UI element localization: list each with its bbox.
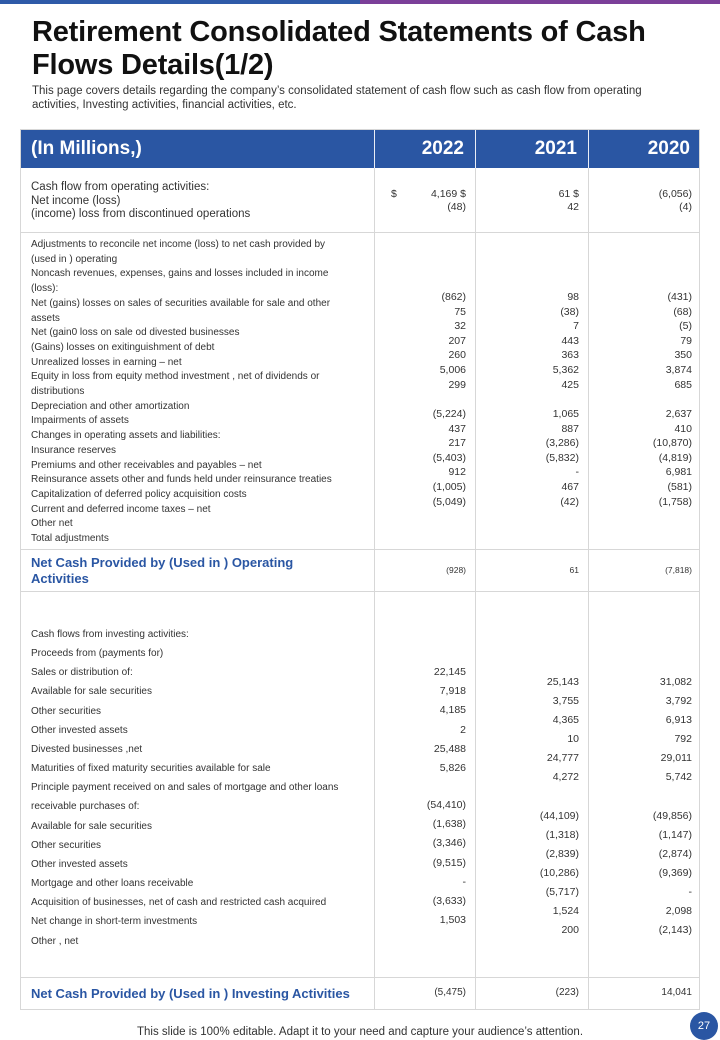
- net-operating-2020: (7,818): [665, 565, 692, 575]
- row-label: Proceeds from (payments for): [31, 648, 164, 660]
- value-cell: (5,832): [545, 451, 579, 464]
- row-label: Divested businesses ,net: [31, 743, 143, 755]
- value-cell: 5,742: [665, 771, 692, 783]
- value-cell: 25,143: [546, 676, 579, 688]
- row-label: Net (gain0 loss on sale od divested businesses: [31, 327, 240, 339]
- row-label: Cash flows from investing activities:: [31, 629, 189, 640]
- value-cell: (4,819): [658, 451, 692, 464]
- value-cell: 98: [567, 291, 579, 303]
- value-cell: 2,637: [665, 408, 692, 420]
- value-cell: (49,856): [652, 810, 692, 822]
- value-cell: (38): [560, 305, 579, 318]
- row-label: (Gains) losses on exitinguishment of debt: [31, 341, 215, 353]
- row-label: Other securities: [31, 705, 102, 717]
- value-cell: 217: [448, 437, 466, 450]
- row-divider: [21, 977, 699, 978]
- value-cell: 3,755: [552, 695, 579, 707]
- value-cell: 6,913: [665, 714, 692, 726]
- value-cell: 7,918: [439, 685, 466, 698]
- value-cell: 75: [454, 305, 466, 318]
- row-label: assets: [31, 312, 60, 324]
- value-cell: 3,874: [665, 363, 692, 376]
- value-cell: (2,839): [545, 848, 579, 860]
- value-cell: 4,185: [439, 704, 466, 717]
- row-label: Adjustments to reconcile net income (loss) to net cash provided by: [31, 239, 326, 250]
- row-label: Sales or distribution of:: [31, 667, 133, 679]
- value-cell: 425: [561, 378, 579, 391]
- value-cell: 350: [674, 349, 692, 362]
- value-cell: (5): [679, 320, 692, 333]
- value-cell: (5,049): [432, 495, 466, 508]
- row-label: Other securities: [31, 839, 102, 851]
- table-header-row: [21, 130, 699, 168]
- value-cell: (431): [667, 291, 692, 303]
- row-label: Equity in loss from equity method investment , net of dividends or: [31, 371, 320, 383]
- adjustments-values-2022-b: [376, 407, 466, 509]
- value-cell: 4,365: [552, 714, 579, 726]
- row-label: Net change in short-term investments: [31, 916, 198, 928]
- header-year-2020: 2020: [647, 138, 690, 159]
- investing-values-2020-b: [590, 807, 692, 940]
- row-label: Reinsurance assets other and funds held under reinsurance treaties: [31, 474, 332, 486]
- value-cell: (68): [673, 305, 692, 318]
- row-label: Impairments of assets: [31, 415, 129, 427]
- investing-values-2020-a: [590, 673, 692, 787]
- value-cell: 2: [460, 723, 466, 736]
- top-accent-bar: [0, 0, 720, 4]
- top-accent-purple: [360, 0, 720, 4]
- top-accent-blue: [0, 0, 360, 4]
- row-label: Principle payment received on and sales of mortgage and other loans: [31, 782, 339, 794]
- column-divider: [374, 168, 375, 1009]
- value-cell: 443: [561, 334, 579, 347]
- value-cell: (44,109): [539, 810, 579, 822]
- value-cell: 207: [448, 334, 466, 347]
- value-cell: (3,633): [432, 895, 466, 908]
- value-cell: 912: [448, 466, 466, 479]
- header-label: (In Millions,): [31, 138, 142, 159]
- value-cell: (862): [441, 291, 466, 303]
- row-label: (used in ) operating: [31, 253, 118, 265]
- row-label: Net (gains) losses on sales of securities available for sale and other: [31, 297, 331, 309]
- value-cell: 299: [448, 378, 466, 391]
- value-cell: (5,224): [432, 408, 466, 420]
- value-cell: 887: [561, 422, 579, 435]
- value-cell: 792: [674, 733, 692, 745]
- row-label: Total adjustments: [31, 533, 109, 545]
- value-cell: (6,056): [658, 188, 692, 200]
- net-investing-label: Net Cash Provided by (Used in ) Investing Activities: [31, 986, 350, 1001]
- footer-note: This slide is 100% editable. Adapt it to your need and capture your audience’s attention.: [136, 1026, 584, 1038]
- row-label: (loss):: [31, 283, 59, 295]
- net-investing-2021: (223): [555, 987, 579, 998]
- value-cell: 467: [561, 480, 579, 493]
- value-cell: 25,488: [433, 742, 466, 755]
- adjustments-values-2021-b: [477, 407, 579, 509]
- adjustments-values-2020-b: [590, 407, 692, 509]
- value-cell: (9,369): [658, 867, 692, 879]
- row-label: receivable purchases of:: [31, 801, 140, 813]
- value-cell: -: [462, 875, 466, 888]
- section1-values-2020: [590, 188, 692, 214]
- value-cell: 24,777: [546, 752, 579, 764]
- header-year-2022: 2022: [421, 138, 464, 159]
- column-divider: [475, 168, 476, 1009]
- operating-section-labels: [31, 181, 250, 222]
- adjustments-values-2020-a: [590, 290, 692, 392]
- net-operating-2021: 61: [569, 565, 579, 575]
- value-cell: 1,524: [552, 905, 579, 917]
- value-cell: 61 $: [558, 188, 579, 200]
- net-investing-2020: 14,041: [661, 987, 692, 998]
- value-cell: (5,403): [432, 451, 466, 464]
- value-cell: 10: [567, 733, 579, 745]
- row-label: distributions: [31, 386, 85, 398]
- value-cell: (581): [667, 480, 692, 493]
- value-cell: (3,346): [432, 837, 466, 850]
- value-cell: 3,792: [665, 695, 692, 707]
- value-cell: (1,147): [658, 829, 692, 841]
- value-cell: (42): [560, 495, 579, 508]
- value-cell: 437: [448, 422, 466, 435]
- row-divider: [21, 591, 699, 592]
- value-cell: 29,011: [660, 752, 692, 764]
- row-label: Other invested assets: [31, 724, 128, 736]
- value-cell: -: [688, 886, 692, 898]
- value-cell: 200: [561, 924, 579, 936]
- value-cell: 363: [561, 349, 579, 362]
- value-cell: (10,870): [652, 437, 692, 450]
- page-subtitle: This page covers details regarding the company’s consolidated statement of cash flow such as cash flow from operating activities, Investing activities, financial activities, etc.: [32, 85, 642, 111]
- value-cell: 22,145: [433, 666, 466, 678]
- column-divider: [588, 168, 589, 1009]
- value-cell: 6,981: [665, 466, 692, 479]
- row-label: Available for sale securities: [31, 820, 152, 832]
- cash-flow-table: [20, 129, 700, 1010]
- value-cell: 5,006: [439, 363, 466, 376]
- investing-section-labels: [31, 625, 338, 951]
- investing-values-2022-a: [376, 663, 466, 778]
- row-label: Acquisition of businesses, net of cash and restricted cash acquired: [31, 897, 327, 909]
- value-cell: (2,874): [658, 848, 692, 860]
- value-cell: 4,272: [552, 771, 579, 783]
- page-number-badge: 27: [690, 1012, 718, 1040]
- value-cell: 410: [674, 422, 692, 435]
- value-cell: 1,503: [439, 914, 466, 927]
- row-label: Depreciation and other amortization: [31, 400, 190, 412]
- row-divider: [21, 549, 699, 550]
- row-label: Changes in operating assets and liabilities:: [31, 430, 221, 442]
- section1-values-2021: [477, 188, 579, 214]
- value-cell: (1,318): [545, 829, 579, 841]
- adjustments-values-2021-a: [477, 290, 579, 392]
- investing-values-2021-a: [477, 673, 579, 787]
- row-label: Net income (loss): [31, 194, 121, 207]
- net-investing-2022: (5,475): [434, 987, 466, 998]
- value-cell: 5,826: [439, 762, 466, 775]
- section1-values-2022: [376, 188, 466, 214]
- value-cell: (4): [679, 201, 692, 213]
- value-cell: (10,286): [539, 867, 579, 879]
- row-label: Available for sale securities: [31, 686, 152, 698]
- row-label: Noncash revenues, expenses, gains and losses included in income: [31, 268, 329, 280]
- row-label: Current and deferred income taxes – net: [31, 503, 211, 515]
- row-label: Other invested assets: [31, 858, 128, 870]
- value-cell: (2,143): [658, 924, 692, 936]
- value-cell: 79: [680, 334, 692, 347]
- row-label: (income) loss from discontinued operations: [31, 208, 251, 220]
- row-label: Other net: [31, 518, 73, 530]
- row-label: Maturities of fixed maturity securities available for sale: [31, 763, 271, 775]
- row-label: Premiums and other receivables and payables – net: [31, 459, 262, 471]
- investing-values-2021-b: [477, 807, 579, 940]
- value-cell: (5,717): [545, 886, 579, 898]
- value-cell: (1,758): [658, 495, 692, 508]
- value-cell: (9,515): [432, 856, 466, 869]
- value-cell: (1,638): [432, 818, 466, 831]
- value-cell: 4,169 $: [430, 188, 466, 200]
- row-label: Unrealized losses in earning – net: [31, 356, 182, 368]
- row-divider: [21, 232, 699, 233]
- value-cell: 1,065: [552, 408, 579, 420]
- row-label: Cash flow from operating activities:: [31, 181, 210, 193]
- value-cell: 7: [573, 320, 579, 333]
- value-cell: 31,082: [659, 676, 692, 688]
- value-cell: 32: [454, 320, 466, 333]
- header-year-2021: 2021: [534, 138, 577, 159]
- row-label: Insurance reserves: [31, 444, 117, 456]
- adjustments-values-2022-a: [376, 290, 466, 392]
- page-title: Retirement Consolidated Statements of Cash Flows Details(1/2): [32, 16, 646, 81]
- investing-values-2022-b: [376, 796, 466, 930]
- dollar-sign: $: [391, 188, 397, 200]
- value-cell: 685: [674, 378, 692, 391]
- value-cell: (1,005): [432, 480, 466, 493]
- value-cell: -: [575, 466, 579, 479]
- row-label: Capitalization of deferred policy acquisition costs: [31, 488, 247, 500]
- value-cell: (48): [447, 201, 466, 213]
- value-cell: 260: [448, 349, 466, 362]
- value-cell: (54,410): [426, 799, 466, 811]
- net-operating-label: Net Cash Provided by (Used in ) Operating Activities: [31, 555, 294, 586]
- value-cell: (3,286): [545, 437, 579, 450]
- row-label: Mortgage and other loans receivable: [31, 878, 194, 890]
- value-cell: 2,098: [665, 905, 692, 917]
- adjustments-section-labels: [31, 238, 332, 547]
- value-cell: 5,362: [552, 363, 579, 376]
- row-label: Other , net: [31, 935, 79, 947]
- value-cell: 42: [567, 201, 579, 213]
- net-operating-2022: (928): [446, 565, 466, 575]
